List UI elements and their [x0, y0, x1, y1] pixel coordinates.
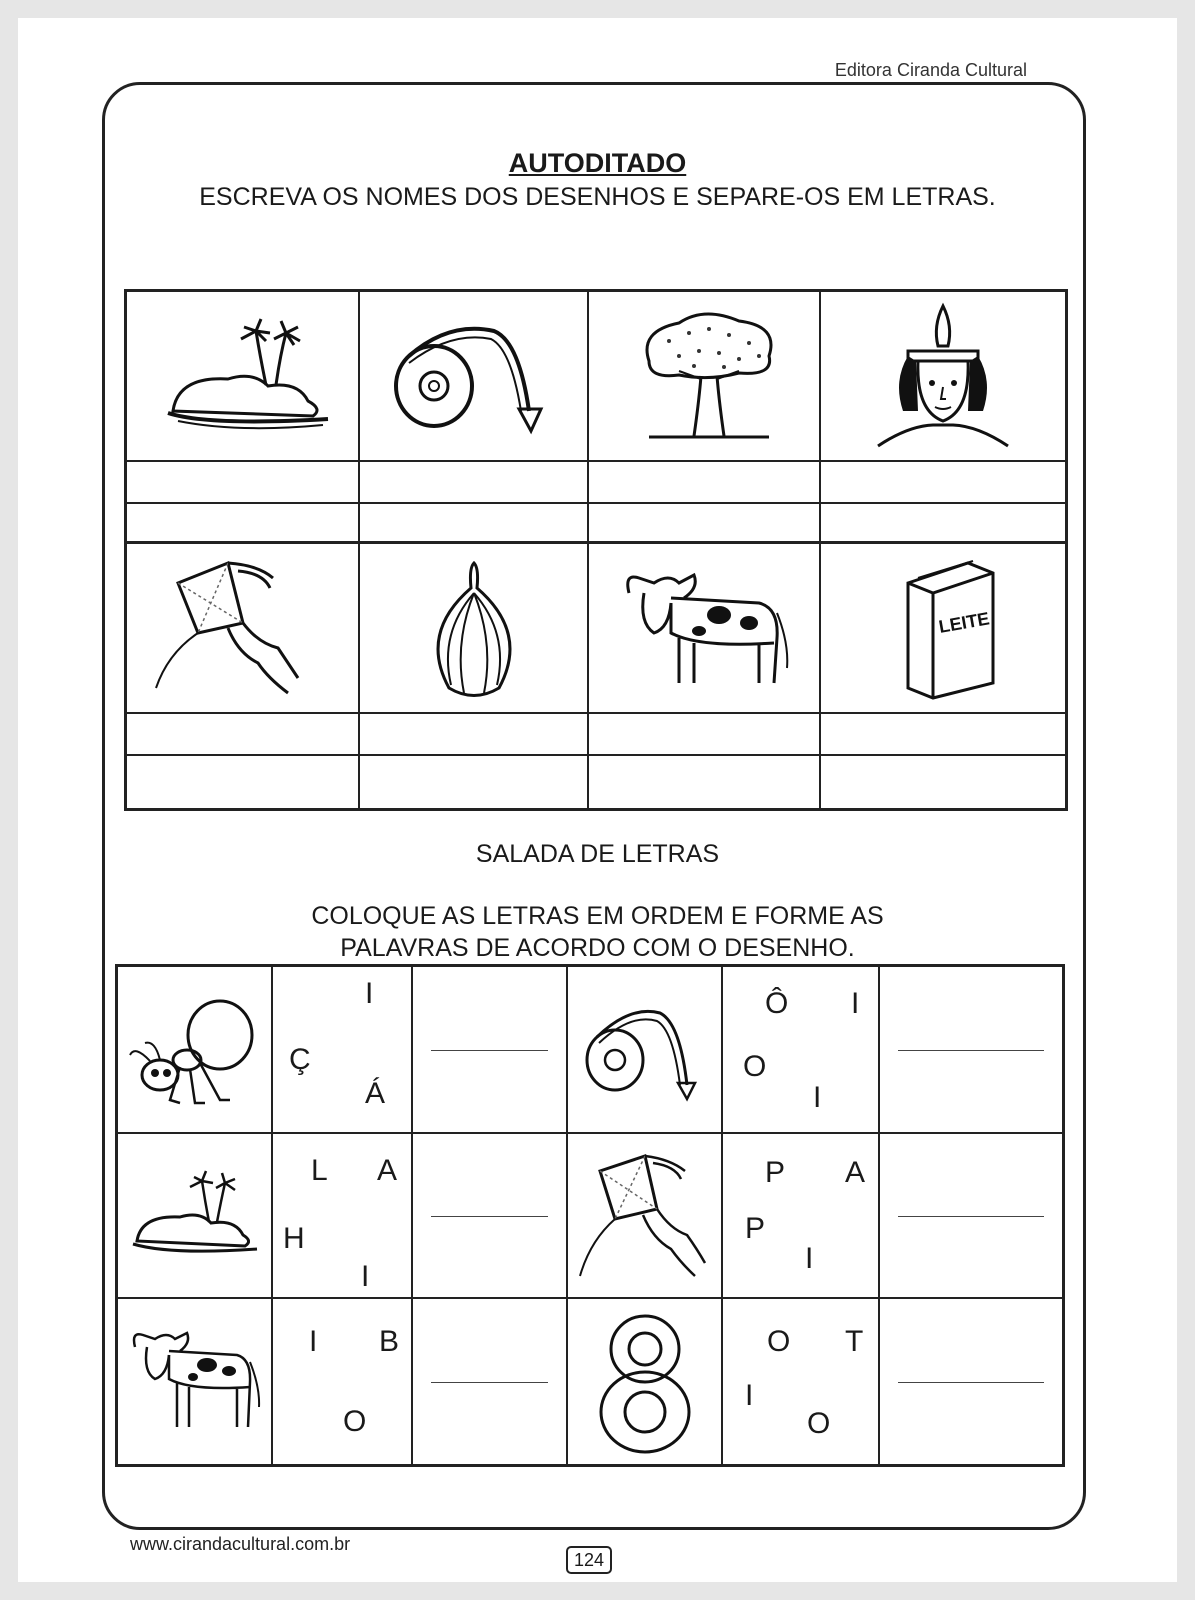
picture-cell-milk — [821, 544, 1065, 714]
letters-cell[interactable] — [589, 504, 821, 544]
letter: I — [365, 977, 374, 1010]
letters-cell[interactable] — [821, 756, 1065, 808]
letters-cell[interactable] — [589, 756, 821, 808]
answer-cell[interactable] — [821, 714, 1065, 756]
answer-cell[interactable] — [127, 462, 360, 504]
picture-cell-fig — [360, 544, 589, 714]
letters-cell — [723, 967, 880, 1134]
section2-title: SALADA DE LETRAS — [475, 840, 720, 868]
answer-cell[interactable] — [880, 1299, 1062, 1464]
answer-cell[interactable] — [127, 714, 360, 756]
milk-carton-icon — [848, 553, 1038, 703]
cow-icon — [125, 1317, 265, 1447]
picture-cell-kite — [568, 1134, 723, 1299]
answer-cell[interactable] — [821, 462, 1065, 504]
letter: I — [309, 1325, 318, 1358]
answer-line[interactable] — [898, 1382, 1044, 1383]
letter: Á — [365, 1077, 386, 1110]
cow-icon — [609, 553, 799, 703]
letter: O — [767, 1325, 791, 1358]
answer-cell[interactable] — [589, 714, 821, 756]
picture-cell-ant — [118, 967, 273, 1134]
answer-cell[interactable] — [360, 714, 589, 756]
letters-cell[interactable] — [360, 756, 589, 808]
letters-cell — [273, 1134, 413, 1299]
letter: I — [745, 1379, 754, 1412]
letter: O — [807, 1407, 831, 1440]
letter: L — [311, 1154, 328, 1187]
website-link[interactable]: www.cirandacultural.com.br — [130, 1534, 351, 1554]
picture-cell-island — [127, 292, 360, 462]
answer-cell[interactable] — [880, 967, 1062, 1134]
letter: I — [851, 987, 860, 1020]
picture-cell-cow — [589, 544, 821, 714]
page-number: 124 — [566, 1546, 612, 1574]
answer-cell[interactable] — [360, 462, 589, 504]
publisher-label: Editora Ciranda Cultural — [834, 60, 1027, 80]
letter: O — [343, 1405, 367, 1438]
picture-cell-indian — [821, 292, 1065, 462]
letter: I — [805, 1242, 814, 1275]
section2-instruction — [18, 900, 1177, 964]
answer-cell[interactable] — [589, 462, 821, 504]
letters-cell[interactable] — [127, 504, 360, 544]
letter: Ô — [765, 987, 789, 1020]
letter: A — [845, 1156, 866, 1189]
island-icon — [125, 1151, 265, 1281]
letter: I — [361, 1260, 370, 1293]
salada-table — [115, 964, 1065, 1467]
carton-label: LEITE — [937, 608, 991, 637]
answer-line[interactable] — [431, 1382, 548, 1383]
letters-cell — [723, 1299, 880, 1464]
section1-instruction: ESCREVA OS NOMES DOS DESENHOS E SEPARE-OS EM LETRAS. — [199, 183, 996, 211]
number-eight-icon — [590, 1307, 700, 1457]
picture-cell-eight — [568, 1299, 723, 1464]
letter: H — [283, 1222, 305, 1255]
letter: P — [745, 1212, 766, 1245]
letter: I — [813, 1081, 822, 1114]
letters-cell — [723, 1134, 880, 1299]
letter: A — [377, 1154, 398, 1187]
kite-icon — [148, 553, 338, 703]
answer-cell[interactable] — [413, 967, 568, 1134]
picture-cell-tape — [360, 292, 589, 462]
island-icon — [148, 301, 338, 451]
measuring-tape-icon — [379, 301, 569, 451]
answer-line[interactable] — [431, 1216, 548, 1217]
indian-icon — [848, 301, 1038, 451]
ant-icon — [125, 985, 265, 1115]
letter: P — [765, 1156, 786, 1189]
answer-cell[interactable] — [880, 1134, 1062, 1299]
section2-instruction-line2: PALAVRAS DE ACORDO COM O DESENHO. — [340, 934, 855, 962]
answer-line[interactable] — [898, 1216, 1044, 1217]
answer-cell[interactable] — [413, 1299, 568, 1464]
tree-icon — [609, 301, 799, 451]
measuring-tape-icon — [575, 985, 715, 1115]
letter: T — [845, 1325, 864, 1358]
picture-cell-cow — [118, 1299, 273, 1464]
letter: B — [379, 1325, 400, 1358]
section1-title: AUTODITADO — [508, 148, 687, 178]
letter: Ç — [289, 1043, 311, 1076]
kite-icon — [575, 1151, 715, 1281]
fig-icon — [379, 553, 569, 703]
letters-cell — [273, 1299, 413, 1464]
picture-cell-kite — [127, 544, 360, 714]
letters-cell[interactable] — [821, 504, 1065, 544]
picture-cell-island — [118, 1134, 273, 1299]
letter: O — [743, 1050, 767, 1083]
autoditado-table — [124, 289, 1068, 811]
letters-cell — [273, 967, 413, 1134]
letters-cell[interactable] — [360, 504, 589, 544]
answer-line[interactable] — [898, 1050, 1044, 1051]
worksheet-page — [18, 18, 1177, 1582]
letters-cell[interactable] — [127, 756, 360, 808]
picture-cell-tape — [568, 967, 723, 1134]
picture-cell-tree — [589, 292, 821, 462]
answer-line[interactable] — [431, 1050, 548, 1051]
section2-instruction-line1: COLOQUE AS LETRAS EM ORDEM E FORME AS — [311, 902, 884, 930]
answer-cell[interactable] — [413, 1134, 568, 1299]
